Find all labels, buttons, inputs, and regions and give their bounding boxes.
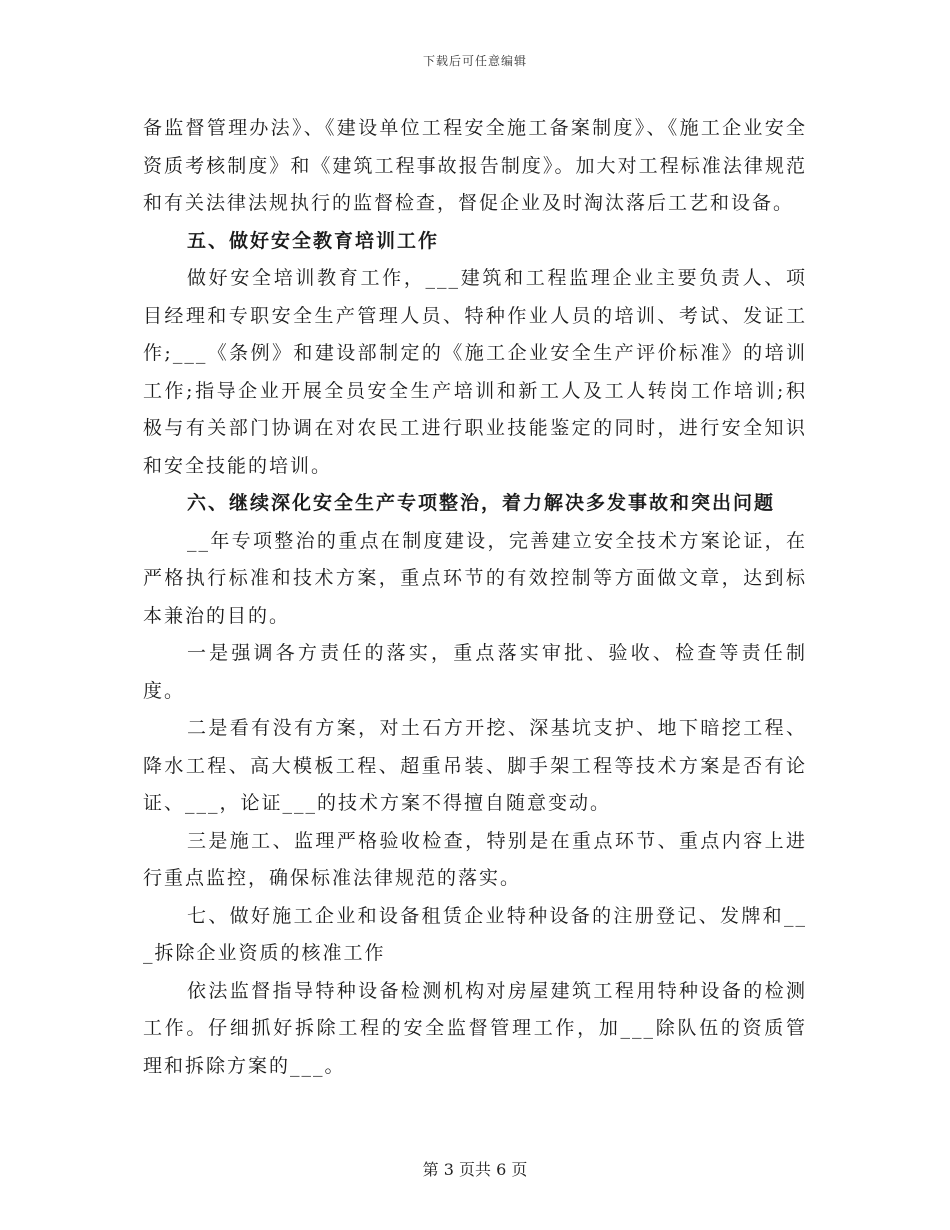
paragraph-continuation: 备监督管理办法》、《建设单位工程安全施工备案制度》、《施工企业安全资质考核制度》和《建筑工程事故报告制度》。加大对工程标准法律规范和有关法律法规执行的监督检查，督促企业及时淘汰落后工艺和设备。 [143,117,807,214]
section-heading-6: 六、继续深化安全生产专项整治，着力解决多发事故和突出问题 [187,492,776,514]
paragraph-point-2: 二是看有没有方案，对土石方开挖、深基坑支护、地下暗挖工程、降水工程、高大模板工程、超重吊装、脚手架工程等技术方案是否有论证、___，论证___的技术方案不得擅自随意变动。 [143,717,807,814]
document-body [143,110,807,1085]
paragraph-point-1: 一是强调各方责任的落实，重点落实审批、验收、检查等责任制度。 [143,642,807,702]
paragraph-special-rectification: __年专项整治的重点在制度建设，完善建立安全技术方案论证，在严格执行标准和技术方案，重点环节的有效控制等方面做文章，达到标本兼治的目的。 [143,529,807,627]
section-heading-5: 五、做好安全教育培训工作 [187,229,440,252]
paragraph-inspection: 依法监督指导特种设备检测机构对房屋建筑工程用特种设备的检测工作。仔细抓好拆除工程的安全监督管理工作，加___除队伍的资质管理和拆除方案的___。 [143,979,807,1077]
paragraph-point-3: 三是施工、监理严格验收检查，特别是在重点环节、重点内容上进行重点监控，确保标准法律规范的落实。 [143,829,807,889]
page-header: 下载后可任意编辑 [422,54,527,68]
paragraph-training: 做好安全培训教育工作，___建筑和工程监理企业主要负责人、项目经理和专职安全生产管理人员、特种作业人员的培训、考试、发证工作;___《条例》和建设部制定的《施工企业安全生产评价标准》的培训工作;指导企业开展全员安全生产培训和新工人及工人转岗工作培训;积极与有关部门协调在对农民工进行职业技能鉴定的同时，进行安全知识和安全技能的培训。 [143,267,807,477]
page-footer: 第 3 页共 6 页 [422,1160,528,1179]
section-heading-7: 七、做好施工企业和设备租赁企业特种设备的注册登记、发牌和___拆除企业资质的核准工作 [143,904,807,964]
